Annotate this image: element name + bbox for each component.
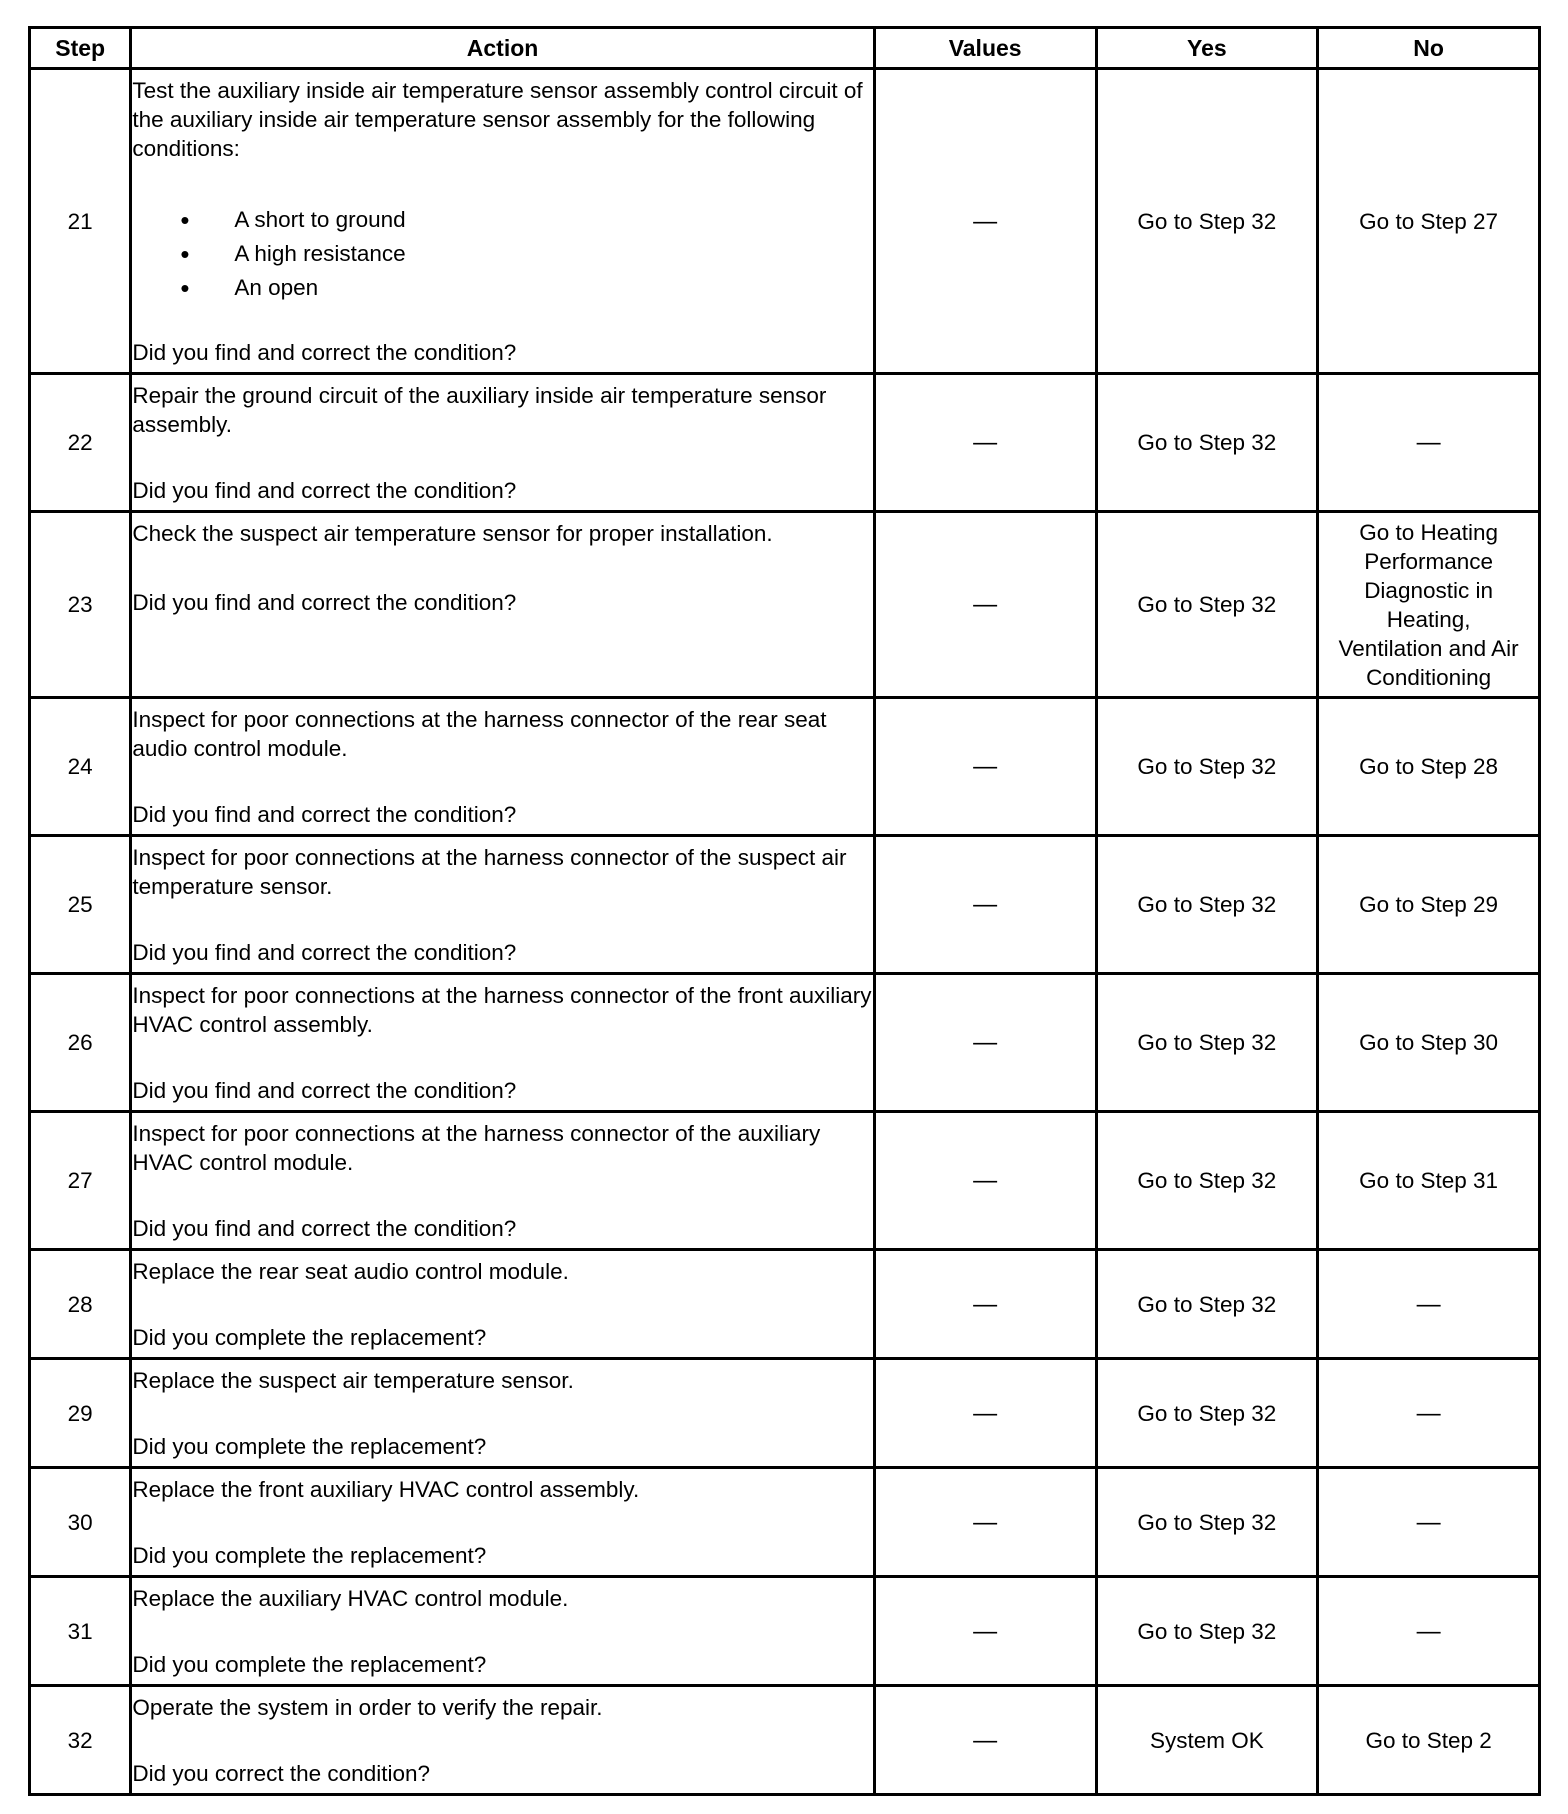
- no-cell: —: [1318, 1577, 1540, 1686]
- condition-list: [132, 203, 872, 305]
- action-cell: [131, 836, 874, 974]
- step-number: 31: [30, 1577, 131, 1686]
- step-number: 26: [30, 974, 131, 1112]
- yes-cell: Go to Step 32: [1096, 698, 1318, 836]
- action-instruction: Replace the rear seat audio control module.: [132, 1258, 569, 1284]
- no-line: Performance: [1364, 548, 1494, 574]
- values-cell: —: [874, 698, 1096, 836]
- step-number: 25: [30, 836, 131, 974]
- values-cell: —: [874, 1359, 1096, 1468]
- yes-cell: Go to Step 32: [1096, 1359, 1318, 1468]
- action-question: Did you complete the replacement?: [132, 1542, 487, 1568]
- condition-item: • A high resistance: [132, 237, 872, 271]
- action-question: Did you find and correct the condition?: [132, 589, 517, 615]
- values-cell: —: [874, 974, 1096, 1112]
- yes-cell: Go to Step 32: [1096, 69, 1318, 374]
- values-cell: —: [874, 1250, 1096, 1359]
- header-no: No: [1318, 28, 1540, 69]
- action-cell: [131, 69, 874, 374]
- condition-item: • A short to ground: [132, 203, 872, 237]
- condition-item: • An open: [132, 271, 872, 305]
- yes-cell: Go to Step 32: [1096, 974, 1318, 1112]
- no-cell: Go to Step 31: [1318, 1112, 1540, 1250]
- no-line: Go to Heating: [1359, 519, 1499, 545]
- no-cell: —: [1318, 1250, 1540, 1359]
- action-question: Did you find and correct the condition?: [132, 339, 517, 365]
- action-instruction: Operate the system in order to verify the repair.: [132, 1694, 603, 1720]
- diagnostic-table: [28, 26, 1541, 1796]
- action-instruction: Check the suspect air temperature sensor for proper installation.: [132, 520, 773, 546]
- action-question: Did you correct the condition?: [132, 1760, 430, 1786]
- action-question: Did you find and correct the condition?: [132, 939, 517, 965]
- table-row: [30, 974, 1540, 1112]
- yes-cell: Go to Step 32: [1096, 374, 1318, 512]
- header-step: Step: [30, 28, 131, 69]
- action-instruction: Inspect for poor connections at the harness connector of the rear seat audio control module.: [132, 706, 827, 761]
- action-cell: [131, 374, 874, 512]
- step-number: 22: [30, 374, 131, 512]
- no-cell: Go to Step 27: [1318, 69, 1540, 374]
- action-instruction: Inspect for poor connections at the harness connector of the suspect air temperature sensor.: [132, 844, 847, 899]
- action-question: Did you complete the replacement?: [132, 1324, 487, 1350]
- no-cell: Go to Step 2: [1318, 1686, 1540, 1795]
- values-cell: —: [874, 1468, 1096, 1577]
- values-cell: —: [874, 1686, 1096, 1795]
- yes-cell: Go to Step 32: [1096, 1468, 1318, 1577]
- yes-cell: Go to Step 32: [1096, 1250, 1318, 1359]
- no-cell: [1318, 512, 1540, 698]
- action-instruction: Test the auxiliary inside air temperature sensor assembly control circuit of the auxiliary inside air temperature sensor assembly for the following conditions:: [132, 77, 863, 161]
- table-row: [30, 1359, 1540, 1468]
- yes-cell: System OK: [1096, 1686, 1318, 1795]
- no-line: Conditioning: [1366, 664, 1492, 690]
- header-action: Action: [131, 28, 874, 69]
- action-cell: [131, 1686, 874, 1795]
- yes-cell: Go to Step 32: [1096, 512, 1318, 698]
- no-cell: Go to Step 30: [1318, 974, 1540, 1112]
- action-question: Did you complete the replacement?: [132, 1651, 487, 1677]
- table-row: [30, 1468, 1540, 1577]
- no-cell: —: [1318, 1468, 1540, 1577]
- action-question: Did you find and correct the condition?: [132, 801, 517, 827]
- no-cell: —: [1318, 1359, 1540, 1468]
- no-line: Diagnostic in: [1364, 577, 1494, 603]
- step-number: 28: [30, 1250, 131, 1359]
- values-cell: —: [874, 374, 1096, 512]
- yes-cell: Go to Step 32: [1096, 836, 1318, 974]
- action-cell: [131, 1468, 874, 1577]
- values-cell: —: [874, 512, 1096, 698]
- header-row: [30, 28, 1540, 69]
- header-yes: Yes: [1096, 28, 1318, 69]
- step-number: 24: [30, 698, 131, 836]
- no-line: Ventilation and Air: [1338, 635, 1519, 661]
- no-cell: Go to Step 28: [1318, 698, 1540, 836]
- action-cell: [131, 1112, 874, 1250]
- table-row: [30, 1112, 1540, 1250]
- action-cell: [131, 698, 874, 836]
- no-cell: —: [1318, 374, 1540, 512]
- header-values: Values: [874, 28, 1096, 69]
- action-instruction: Repair the ground circuit of the auxiliary inside air temperature sensor assembly.: [132, 382, 827, 437]
- table-row: [30, 836, 1540, 974]
- step-number: 27: [30, 1112, 131, 1250]
- table-row: [30, 512, 1540, 698]
- table-row: [30, 1577, 1540, 1686]
- step-number: 30: [30, 1468, 131, 1577]
- action-question: Did you complete the replacement?: [132, 1433, 487, 1459]
- yes-cell: Go to Step 32: [1096, 1112, 1318, 1250]
- table-row: [30, 69, 1540, 374]
- step-number: 23: [30, 512, 131, 698]
- action-cell: [131, 1359, 874, 1468]
- action-instruction: Replace the auxiliary HVAC control module.: [132, 1585, 569, 1611]
- values-cell: —: [874, 1577, 1096, 1686]
- table-row: [30, 1686, 1540, 1795]
- table-row: [30, 698, 1540, 836]
- action-instruction: Inspect for poor connections at the harness connector of the front auxiliary HVAC control assembly.: [132, 982, 872, 1037]
- step-number: 29: [30, 1359, 131, 1468]
- step-number: 21: [30, 69, 131, 374]
- action-cell: [131, 512, 874, 698]
- no-cell: Go to Step 29: [1318, 836, 1540, 974]
- no-line: Heating,: [1386, 606, 1471, 632]
- step-number: 32: [30, 1686, 131, 1795]
- action-question: Did you find and correct the condition?: [132, 1215, 517, 1241]
- values-cell: —: [874, 836, 1096, 974]
- table-row: [30, 374, 1540, 512]
- action-instruction: Inspect for poor connections at the harness connector of the auxiliary HVAC control module.: [132, 1120, 821, 1175]
- values-cell: —: [874, 69, 1096, 374]
- action-instruction: Replace the suspect air temperature sensor.: [132, 1367, 574, 1393]
- action-cell: [131, 974, 874, 1112]
- action-instruction: Replace the front auxiliary HVAC control assembly.: [132, 1476, 640, 1502]
- values-cell: —: [874, 1112, 1096, 1250]
- action-question: Did you find and correct the condition?: [132, 477, 517, 503]
- table-row: [30, 1250, 1540, 1359]
- yes-cell: Go to Step 32: [1096, 1577, 1318, 1686]
- action-question: Did you find and correct the condition?: [132, 1077, 517, 1103]
- action-cell: [131, 1577, 874, 1686]
- action-cell: [131, 1250, 874, 1359]
